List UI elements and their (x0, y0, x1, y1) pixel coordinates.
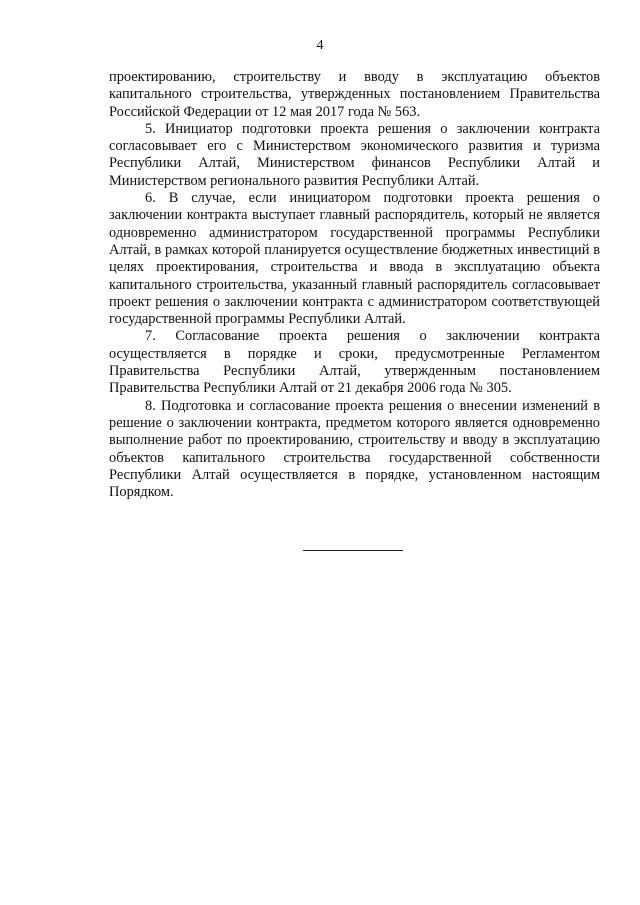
end-of-document-line (303, 550, 403, 551)
document-body (109, 69, 600, 501)
paragraph-item-8: 8. Подготовка и согласование проекта решения о внесении изменений в решение о заключении контракта, предметом которого является одновременно выполнение работ по проектированию, строительству и вводу в эксплуатацию объектов капитального строительства государственной собственности Республики Алтай осуществляется в порядке, установленном настоящим Порядком. (109, 397, 600, 501)
paragraph-item-7: 7. Согласование проекта решения о заключении контракта осуществляется в порядке и сроки, предусмотренные Регламентом Правительства Республики Алтай, утвержденным постановлением Правительства Республики Алтай от 21 декабря 2006 года № 305. (109, 328, 600, 397)
paragraph-item-5: 5. Инициатор подготовки проекта решения о заключении контракта согласовывает его с Министерством экономического развития и туризма Республики Алтай, Министерством финансов Республики Алтай и Министерством регионального развития Республики Алтай. (109, 120, 600, 189)
page-number: 4 (316, 38, 324, 53)
paragraph-item-6: 6. В случае, если инициатором подготовки проекта решения о заключении контракта выступает главный распорядитель, который не является одновременно администратором государственной программы Республики Алтай, в рамках которой планируется осуществление бюджетных инвестиций в целях проектирования, строительства и ввода в эксплуатацию объекта капитального строительства, указанный главный распорядитель согласовывает проект решения о заключении контракта с администратором соответствующей государственной программы Республики Алтай. (109, 190, 600, 328)
paragraph-continuation: проектированию, строительству и вводу в эксплуатацию объектов капитального строительства, утвержденных постановлением Правительства Российской Федерации от 12 мая 2017 года № 563. (109, 69, 600, 120)
